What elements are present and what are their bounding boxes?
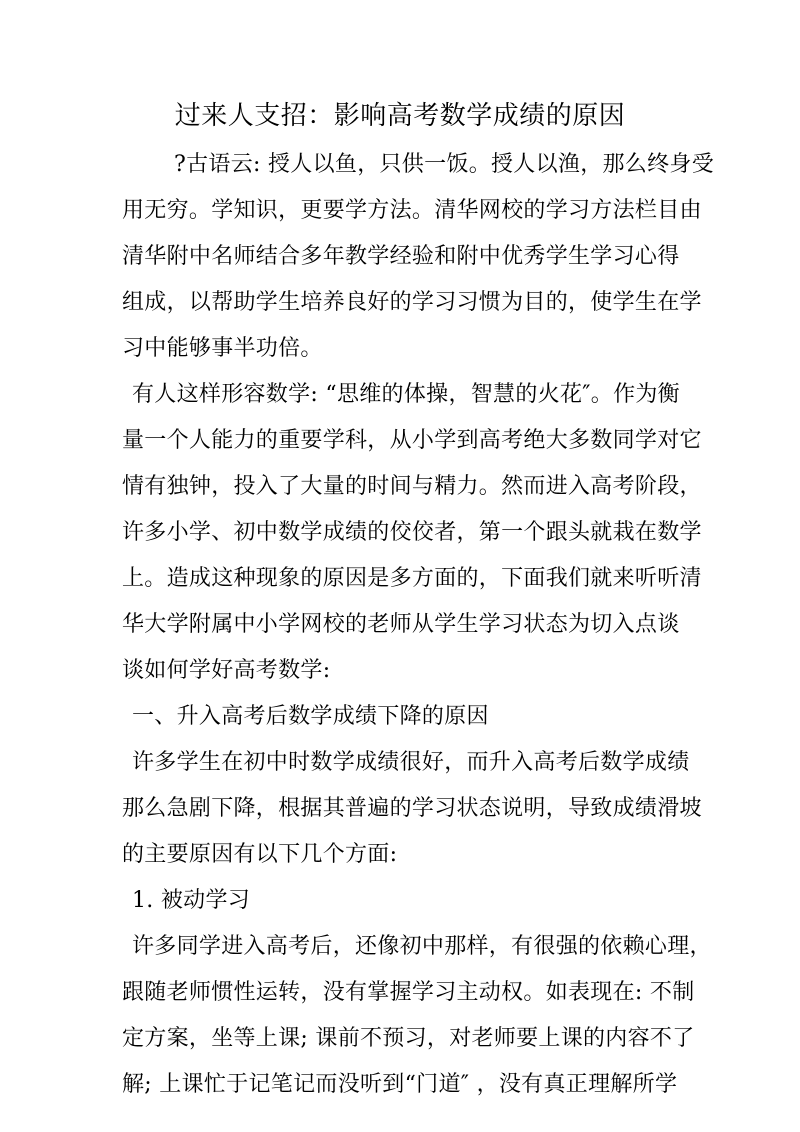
paragraph-line: 用无穷。学知识，更要学方法。清华网校的学习方法栏目由 [122,198,702,223]
document-body [122,142,715,1108]
paragraph-line: 许多同学进入高考后，还像初中那样，有很强的依赖心理， [132,934,712,959]
section-heading: 一、升入高考后数学成绩下降的原因 [132,704,489,729]
subsection-heading: 1. 被动学习 [132,888,251,913]
paragraph-line: 的主要原因有以下几个方面: [122,842,398,867]
paragraph-line: 定方案，坐等上课; 课前不预习，对老师要上课的内容不了 [122,1026,695,1051]
paragraph-line: 那么急剧下降，根据其普遍的学习状态说明，导致成绩滑坡 [122,796,702,821]
paragraph-line: 许多学生在初中时数学成绩很好，而升入高考后数学成绩 [132,750,690,775]
paragraph-line: 组成，以帮助学生培养良好的学习习惯为目的，使学生在学 [122,290,702,315]
paragraph-line: 量一个人能力的重要学科，从小学到高考绝大多数同学对它 [122,428,702,453]
document-title: 过来人支招：影响高考数学成绩的原因 [174,101,626,131]
paragraph-line: 解; 上课忙于记笔记而没听到“门道″ ，没有真正理解所学 [122,1072,678,1097]
paragraph-line: 许多小学、初中数学成绩的佼佼者，第一个跟头就栽在数学 [122,520,702,545]
paragraph-line: 情有独钟，投入了大量的时间与精力。然而进入高考阶段， [122,474,702,499]
paragraph-line: 谈如何学好高考数学: [122,658,331,683]
paragraph-line: 习中能够事半功倍。 [122,336,323,361]
paragraph-line: 上。造成这种现象的原因是多方面的，下面我们就来听听清 [122,566,702,591]
paragraph-line: 有人这样形容数学: “思维的体操，智慧的火花″。作为衡 [132,382,680,407]
paragraph-line: 清华附中名师结合多年教学经验和附中优秀学生学习心得 [122,244,680,269]
paragraph-line: ?古语云: 授人以鱼，只供一饭。授人以渔，那么终身受 [174,152,715,177]
paragraph-line: 跟随老师惯性运转，没有掌握学习主动权。如表现在: 不制 [122,980,695,1005]
paragraph-line: 华大学附属中小学网校的老师从学生学习状态为切入点谈 [122,612,680,637]
